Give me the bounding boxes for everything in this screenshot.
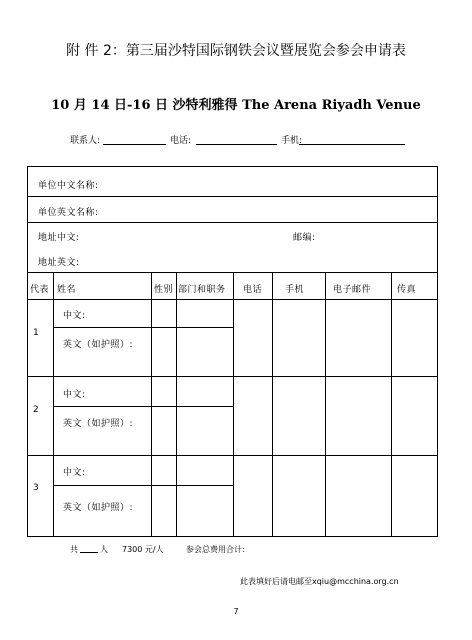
mobile-field[interactable] [299, 144, 405, 145]
page-title: 附 件 2：第三届沙特国际钢铁会议暨展览会参会申请表 [66, 43, 406, 59]
name-cn-label: 中文: [63, 311, 86, 321]
name-en-label: 英文（如护照）: [63, 503, 134, 513]
phone-label: 电话: [170, 136, 192, 146]
page-number: 7 [233, 607, 239, 616]
row-number: 3 [33, 483, 40, 493]
email-note: 此表填好后请电邮至xqiu@mcchina.org.cn [240, 577, 399, 586]
header-department: 部门和职务 [178, 285, 226, 295]
address-en-label: 地址英文: [38, 258, 80, 268]
total-unit: 人 [100, 545, 108, 554]
name-en-label: 英文（如护照）: [63, 419, 134, 429]
header-phone: 电话 [243, 285, 263, 295]
header-gender: 性别 [154, 285, 174, 295]
total-count-field[interactable] [80, 552, 98, 553]
total-fee-label: 参会总费用合计: [186, 545, 245, 554]
header-mobile: 手机 [285, 285, 305, 295]
contact-person-label: 联系人: [70, 136, 101, 146]
header-name: 姓名 [57, 285, 77, 295]
total-prefix: 共 [70, 545, 78, 554]
name-en-label: 英文（如护照）: [63, 340, 134, 350]
company-cn-label: 单位中文名称: [38, 181, 99, 191]
address-cn-label: 地址中文: [38, 233, 80, 243]
contact-person-field[interactable] [103, 144, 166, 145]
event-subtitle: 10 月 14 日-16 日 沙特利雅得 The Arena Riyadh Venue [51, 98, 421, 113]
row-number: 1 [33, 328, 40, 338]
name-cn-label: 中文: [63, 390, 86, 400]
postcode-label: 邮编: [293, 233, 316, 243]
phone-field[interactable] [196, 144, 277, 145]
header-fax: 传真 [397, 285, 417, 295]
row-number: 2 [33, 405, 40, 415]
name-cn-label: 中文: [63, 468, 86, 478]
company-en-label: 单位英文名称: [38, 208, 99, 218]
mobile-label: 手机: [281, 136, 303, 146]
price-per-person: 7300 元/人 [122, 545, 164, 554]
header-representative: 代表 [30, 285, 50, 295]
header-email: 电子邮件 [333, 285, 372, 295]
